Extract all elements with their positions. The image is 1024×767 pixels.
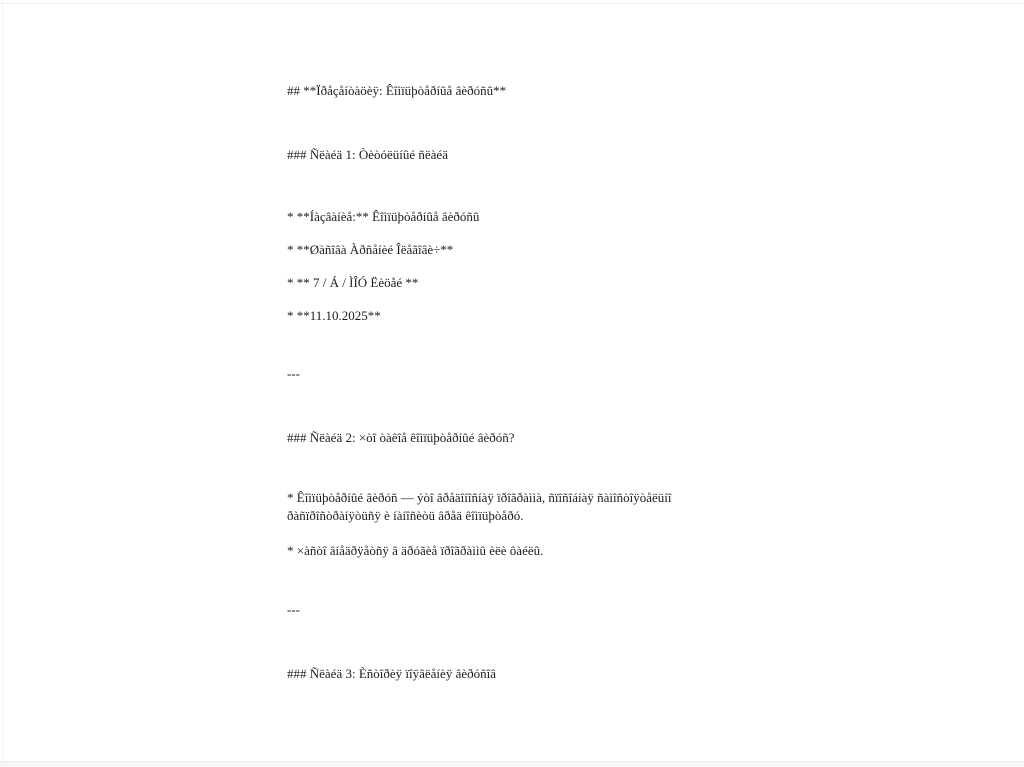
page-top-edge-line — [0, 3, 1024, 4]
md-divider-line: --- — [287, 366, 300, 381]
md-slide1-heading-line: ### Ñëàéä 1: Òèòóëüíûé ñëàéä — [287, 147, 448, 162]
md-bullet-author-line: * **Øàñîâà Àðñåíèé Îëåãîâè÷** — [287, 242, 454, 257]
page-bottom-edge-strip — [0, 761, 1024, 767]
md-bullet-title-line: * **Íàçâàíèå:** Êîìïüþòåðíûå âèðóñû — [287, 209, 480, 224]
md-title-heading-line: ## **Ïðåçåíòàöèÿ: Êîìïüþòåðíûå âèðóñû** — [287, 83, 507, 98]
page-left-edge-line — [2, 0, 3, 767]
md-paragraph-line: * Êîìïüþòåðíûé âèðóñ — ýòî âðåäîíîñíàÿ ïðîãðàììà, ñïîñîáíàÿ ñàìîñòîÿòåëüíî — [287, 490, 672, 505]
md-divider-line: --- — [287, 602, 300, 617]
md-bullet-date-line: * **11.10.2025** — [287, 308, 381, 323]
md-slide3-heading-line: ### Ñëàéä 3: Èñòîðèÿ ïîÿâëåíèÿ âèðóñîâ — [287, 666, 496, 681]
md-paragraph-wrap-line: ðàñïðîñòðàíÿòüñÿ è íàíîñèòü âðåä êîìïüþòåðó. — [287, 508, 524, 523]
md-bullet-class-line: * ** 7 / Á / ÌÎÓ Ëèöåé ** — [287, 275, 419, 290]
md-slide2-heading-line: ### Ñëàéä 2: ×òî òàêîå êîìïüþòåðíûé âèðóñ? — [287, 430, 515, 445]
md-bullet-fact-line: * ×àñòî âíåäðÿåòñÿ â äðóãèå ïðîãðàììû èëè ôàéëû. — [287, 543, 544, 558]
